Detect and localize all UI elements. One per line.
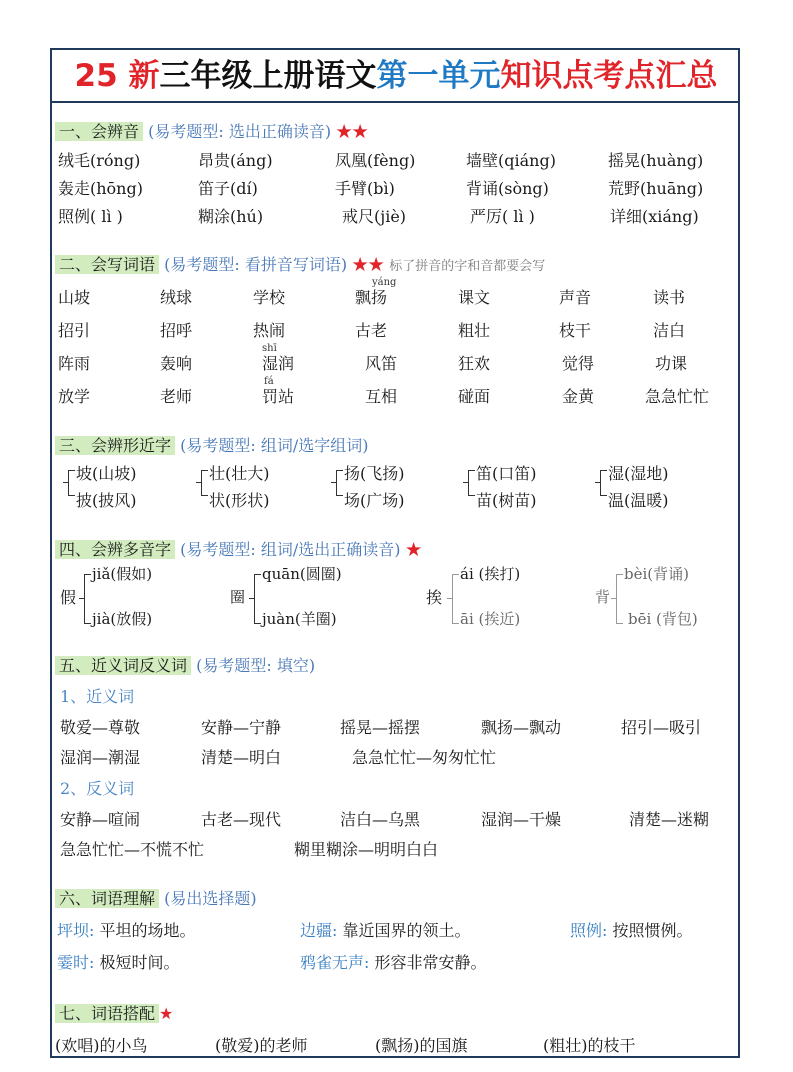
subheading-antonyms: 2、反义词 — [60, 779, 135, 798]
list-item: 飘扬—飘动 — [481, 718, 562, 737]
section-hint: (易考题型: 组词/选出正确读音) — [180, 540, 401, 559]
list-item: 招引—吸引 — [621, 718, 702, 737]
polyphone-char: 圈 — [230, 588, 246, 606]
term: 照例: — [570, 921, 608, 940]
definition: 平坦的场地。 — [99, 921, 196, 940]
list-item: bēi (背包) — [628, 610, 698, 628]
table-cell: 背诵(sòng) — [466, 179, 549, 198]
list-item: 湿润—潮湿 — [60, 748, 141, 767]
polyphone-char: 背 — [595, 588, 611, 606]
list-item: quān(圆圈) — [262, 565, 342, 583]
page-title — [55, 52, 737, 100]
table-cell: 古老 — [355, 321, 388, 340]
list-item: 湿(湿地) — [608, 464, 669, 483]
section-3-heading — [55, 433, 368, 459]
section-hint: (易考题型: 看拼音写词语) — [164, 255, 348, 274]
brace-icon — [600, 470, 607, 496]
brace-icon — [447, 598, 452, 599]
brace-icon — [463, 482, 468, 483]
term: 边疆: — [300, 921, 338, 940]
table-cell: 湿润 — [262, 354, 295, 373]
list-item: 状(形状) — [209, 491, 270, 510]
pinyin-annotation: shī — [262, 343, 277, 354]
list-item: 急急忙忙—匆匆忙忙 — [352, 748, 497, 767]
table-cell: 招呼 — [160, 321, 193, 340]
list-item: 扬(飞扬) — [344, 464, 405, 483]
table-cell: 凤凰(fèng) — [335, 151, 416, 170]
table-cell: 糊涂(hú) — [198, 207, 264, 226]
section-note: 标了拼音的字和音都要会写 — [389, 259, 546, 274]
pinyin-annotation: yáng — [372, 277, 397, 288]
table-cell: 粗壮 — [458, 321, 491, 340]
list-item: 湿润—干燥 — [481, 810, 562, 829]
brace-icon — [68, 470, 75, 496]
star-icon: ★ — [159, 1004, 174, 1023]
list-item: āi (挨近) — [460, 610, 521, 628]
section-title: 二、会写词语 — [55, 255, 159, 274]
definition-item — [57, 919, 196, 943]
definition-item — [57, 951, 180, 975]
section-2-heading — [55, 252, 545, 280]
brace-icon — [201, 470, 208, 496]
definition: 靠近国界的领土。 — [342, 921, 471, 940]
star-icon: ★★ — [352, 255, 385, 274]
list-item: 清楚—迷糊 — [629, 810, 710, 829]
brace-icon — [63, 482, 68, 483]
table-cell: 读书 — [653, 288, 686, 307]
list-item: ái (挨打) — [460, 565, 521, 583]
list-item: (欢唱)的小鸟 — [55, 1036, 148, 1055]
list-item: 苗(树苗) — [476, 491, 537, 510]
list-item: jiǎ(假如) — [92, 565, 153, 583]
definition: 形容非常安静。 — [374, 953, 487, 972]
table-cell: 绒球 — [160, 288, 193, 307]
brace-icon — [84, 574, 91, 624]
table-cell: 招引 — [58, 321, 91, 340]
title-topic: 知识点考点汇总 — [500, 58, 718, 94]
brace-icon — [611, 598, 616, 599]
list-item: 清楚—明白 — [201, 748, 282, 767]
section-title: 七、词语搭配 — [55, 1004, 159, 1023]
table-cell: 墙壁(qiáng) — [466, 151, 556, 170]
table-cell: 摇晃(huàng) — [608, 151, 704, 170]
section-title: 三、会辨形近字 — [55, 436, 175, 455]
term: 霎时: — [57, 953, 95, 972]
table-cell: 详细(xiáng) — [610, 207, 699, 226]
section-title: 四、会辨多音字 — [55, 540, 175, 559]
section-title: 一、会辨音 — [55, 122, 143, 141]
table-cell: 碰面 — [458, 387, 491, 406]
list-item: 安静—喧闹 — [60, 810, 141, 829]
section-title: 五、近义词反义词 — [55, 656, 191, 675]
list-item: 糊里糊涂—明明白白 — [294, 840, 439, 859]
table-cell: 绒毛(róng) — [58, 151, 141, 170]
table-cell: 老师 — [160, 387, 193, 406]
table-cell: 严厉( lì ) — [470, 207, 535, 226]
section-6-heading — [55, 886, 257, 912]
table-cell: 轰走(hōng) — [58, 179, 143, 198]
list-item: jià(放假) — [92, 610, 153, 628]
table-cell: 笛子(dí) — [198, 179, 258, 198]
list-item: 壮(壮大) — [209, 464, 270, 483]
list-item: 温(温暖) — [608, 491, 669, 510]
polyphone-char: 假 — [60, 588, 77, 607]
definition-item — [570, 919, 693, 943]
subheading-synonyms: 1、近义词 — [60, 687, 135, 706]
table-cell: 罚站 — [262, 387, 295, 406]
table-cell: 昂贵(áng) — [198, 151, 273, 170]
title-year: 25 新 — [74, 58, 160, 94]
brace-icon — [196, 482, 201, 483]
brace-icon — [468, 470, 475, 496]
star-icon: ★ — [405, 540, 422, 559]
definition-item — [300, 919, 471, 943]
list-item: 笛(口笛) — [476, 464, 537, 483]
brace-icon — [331, 482, 336, 483]
table-cell: 课文 — [458, 288, 491, 307]
brace-icon — [254, 574, 261, 624]
brace-icon — [595, 482, 600, 483]
definition: 极短时间。 — [99, 953, 180, 972]
table-cell: 手臂(bì) — [335, 179, 395, 198]
list-item: 安静—宁静 — [201, 718, 282, 737]
table-cell: 声音 — [559, 288, 592, 307]
brace-icon — [616, 574, 623, 624]
list-item: bèi(背诵) — [624, 565, 689, 583]
section-4-heading — [55, 537, 422, 563]
table-cell: 放学 — [58, 387, 91, 406]
definition-item — [300, 951, 487, 975]
list-item: 坡(山坡) — [76, 464, 137, 483]
term: 鸦雀无声: — [300, 953, 370, 972]
brace-icon — [452, 574, 459, 624]
table-cell: 戒尺(jiè) — [342, 207, 407, 226]
list-item: (粗壮)的枝干 — [543, 1036, 636, 1055]
list-item: 洁白—乌黑 — [340, 810, 421, 829]
list-item: 场(广场) — [344, 491, 405, 510]
table-cell: 荒野(huāng) — [608, 179, 704, 198]
table-cell: 照例( lì ) — [58, 207, 123, 226]
section-7-heading — [55, 1001, 173, 1027]
table-cell: 热闹 — [253, 321, 286, 340]
table-cell: 急急忙忙 — [645, 387, 710, 406]
term: 坪坝: — [57, 921, 95, 940]
table-cell: 枝干 — [559, 321, 592, 340]
list-item: 披(披风) — [76, 491, 137, 510]
section-hint: (易出选择题) — [164, 889, 257, 908]
list-item: (敬爱)的老师 — [215, 1036, 308, 1055]
table-cell: 洁白 — [653, 321, 686, 340]
star-icon: ★★ — [336, 122, 369, 141]
list-item: juàn(羊圈) — [262, 610, 337, 628]
list-item: 敬爱—尊敬 — [60, 718, 141, 737]
table-cell: 觉得 — [562, 354, 595, 373]
section-hint: (易考题型: 填空) — [196, 656, 316, 675]
section-title: 六、词语理解 — [55, 889, 159, 908]
table-cell: 飘扬 — [355, 288, 388, 307]
table-cell: 金黄 — [562, 387, 595, 406]
table-cell: 阵雨 — [58, 354, 91, 373]
section-5-heading — [55, 653, 315, 679]
table-cell: 互相 — [365, 387, 398, 406]
title-grade: 三年级上册语文 — [159, 58, 377, 94]
section-hint: (易考题型: 选出正确读音) — [148, 122, 332, 141]
list-item: (飘扬)的国旗 — [375, 1036, 468, 1055]
brace-icon — [79, 598, 84, 599]
pinyin-annotation: fá — [264, 376, 274, 387]
title-unit: 第一单元 — [376, 58, 501, 94]
table-cell: 功课 — [655, 354, 688, 373]
list-item: 摇晃—摇摆 — [340, 718, 421, 737]
list-item: 急急忙忙—不慌不忙 — [60, 840, 205, 859]
section-1-heading — [55, 119, 368, 145]
title-divider — [52, 101, 738, 103]
section-hint: (易考题型: 组词/选字组词) — [180, 436, 369, 455]
table-cell: 风笛 — [365, 354, 398, 373]
brace-icon — [249, 598, 254, 599]
table-cell: 轰响 — [160, 354, 193, 373]
polyphone-char: 挨 — [426, 588, 443, 607]
brace-icon — [336, 470, 343, 496]
table-cell: 山坡 — [58, 288, 91, 307]
definition: 按照惯例。 — [612, 921, 693, 940]
table-cell: 狂欢 — [458, 354, 491, 373]
table-cell: 学校 — [253, 288, 286, 307]
list-item: 古老—现代 — [201, 810, 282, 829]
